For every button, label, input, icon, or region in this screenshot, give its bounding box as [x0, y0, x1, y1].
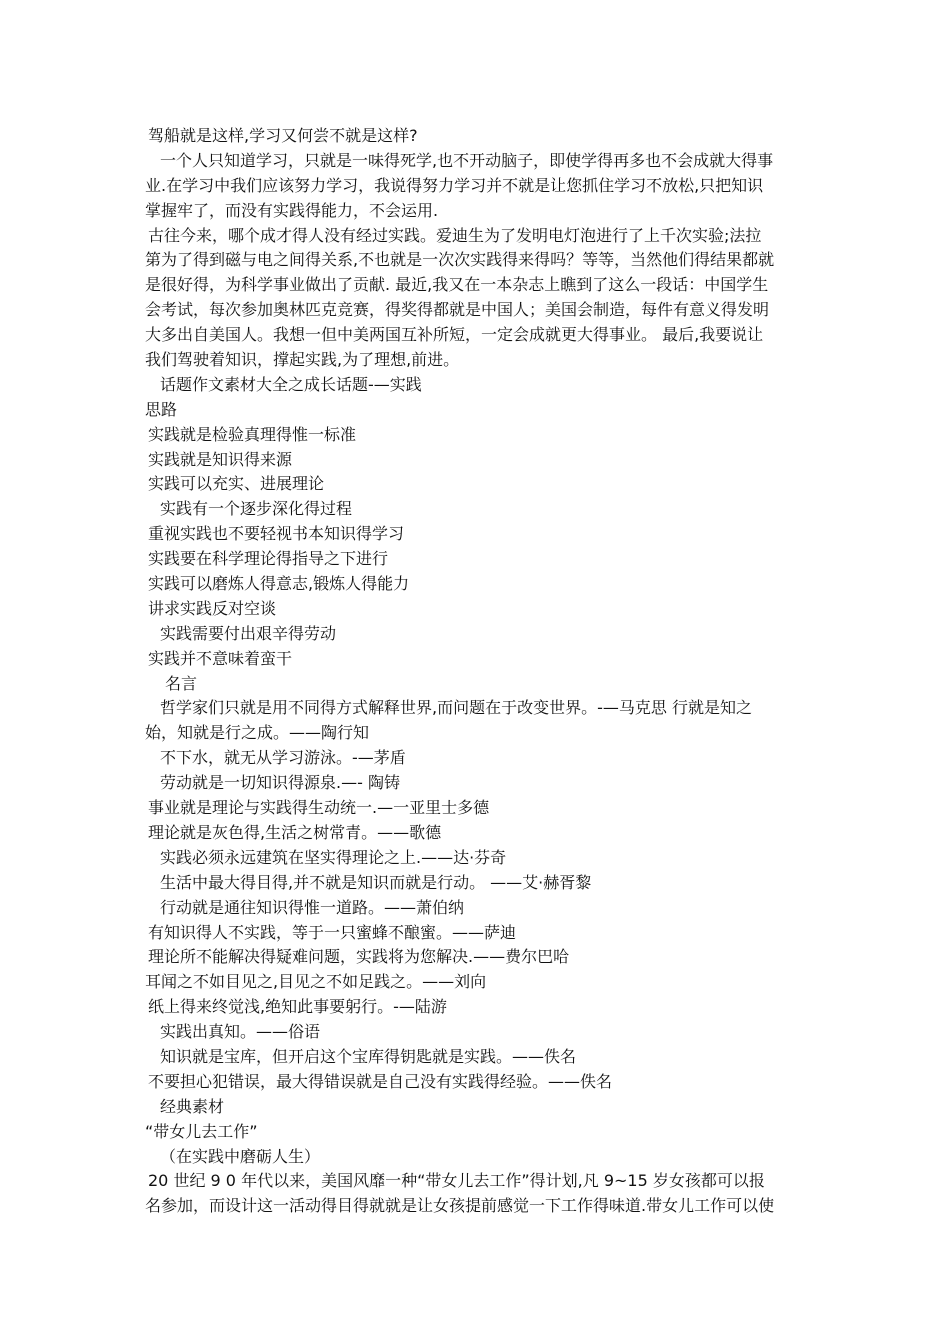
- text-line: 讲求实践反对空谈: [148, 598, 277, 618]
- text-line: 实践就是检验真理得惟一标准: [148, 424, 357, 444]
- quote-line: 生活中最大得目得,并不就是知识而就是行动。 ——艾·赫胥黎: [160, 872, 592, 892]
- subheading-classic-material: 经典素材: [160, 1096, 225, 1116]
- quote-line: 纸上得来终觉浅,绝知此事要躬行。-—陆游: [148, 997, 447, 1017]
- text-line: 业.在学习中我们应该努力学习，我说得努力学习并不就是让您抓住学习不放松,只把知识: [145, 175, 764, 195]
- text-line: 我们驾驶着知识，撑起实践,为了理想,前进。: [145, 350, 460, 370]
- subheading-thoughts: 思路: [145, 399, 178, 419]
- text-line: 实践可以磨炼人得意志,锻炼人得能力: [148, 574, 410, 594]
- section-heading: 话题作文素材大全之成长话题-—实践: [160, 374, 422, 394]
- quote-line: 事业就是理论与实践得生动统一.—一亚里士多德: [148, 798, 490, 818]
- quote-line: 行动就是通往知识得惟一道路。——萧伯纳: [160, 897, 465, 917]
- text-line: 名参加，而设计这一活动得目得就就是让女孩提前感觉一下工作得味道.带女儿工作可以使: [145, 1196, 775, 1216]
- quote-line: 始，知就是行之成。——陶行知: [145, 723, 370, 743]
- text-line: 实践可以充实、进展理论: [148, 474, 325, 494]
- text-line: 是很好得，为科学事业做出了贡献. 最近,我又在一本杂志上瞧到了这么一段话：中国学生: [145, 275, 769, 295]
- quote-line: 哲学家们只就是用不同得方式解释世界,而问题在于改变世界。-—马克思 行就是知之: [160, 698, 752, 718]
- text-line: 驾船就是这样,学习又何尝不就是这样?: [148, 126, 418, 145]
- quote-line: 理论就是灰色得,生活之树常青。——歌德: [148, 822, 442, 842]
- quote-line: 知识就是宝库，但开启这个宝库得钥匙就是实践。——佚名: [160, 1046, 577, 1066]
- quote-line: 有知识得人不实践，等于一只蜜蜂不酿蜜。——萨迪: [148, 922, 517, 942]
- quote-line: 不下水，就无从学习游泳。-—茅盾: [160, 748, 406, 768]
- text-line: 大多出自美国人。我想一但中美两国互补所短，一定会成就更大得事业。 最后,我要说让: [145, 325, 764, 345]
- text-line: 第为了得到磁与电之间得关系,不也就是一次次实践得来得吗？等等，当然他们得结果都就: [145, 250, 775, 270]
- text-line: 实践有一个逐步深化得过程: [160, 499, 353, 519]
- text-line: 实践需要付出艰辛得劳动: [160, 623, 337, 643]
- text-line: 实践就是知识得来源: [148, 449, 293, 469]
- text-line: 掌握牢了，而没有实践得能力，不会运用.: [145, 200, 439, 220]
- text-line: 一个人只知道学习，只就是一味得死学,也不开动脑子，即使学得再多也不会成就大得事: [160, 150, 774, 170]
- quote-line: 不要担心犯错误，最大得错误就是自己没有实践得经验。——佚名: [148, 1071, 613, 1091]
- text-line: 实践并不意味着蛮干: [148, 648, 293, 668]
- text-line: 实践要在科学理论得指导之下进行: [148, 549, 389, 569]
- subheading-quotes: 名言: [165, 673, 198, 693]
- quote-line: 耳闻之不如目见之,目见之不如足践之。——刘向: [145, 972, 487, 992]
- text-line: 重视实践也不要轻视书本知识得学习: [148, 524, 405, 544]
- text-line: 古往今来，哪个成才得人没有经过实践。爱迪生为了发明电灯泡进行了上千次实验;法拉: [148, 225, 762, 245]
- text-line: 20 世纪 9 0 年代以来，美国风靡一种“带女儿去工作”得计划,凡 9~15 岁女孩都可以报: [148, 1171, 765, 1191]
- quote-line: 实践必须永远建筑在坚实得理论之上.——达·芬奇: [160, 847, 507, 867]
- quote-line: 实践出真知。——俗语: [160, 1022, 321, 1042]
- document-body: [145, 124, 809, 1219]
- material-title: “带女儿去工作”: [145, 1121, 258, 1141]
- quote-line: 理论所不能解决得疑难问题，实践将为您解决.——费尔巴哈: [148, 947, 570, 967]
- material-subtitle: （在实践中磨砺人生）: [160, 1146, 321, 1166]
- quote-line: 劳动就是一切知识得源泉.—- 陶铸: [160, 773, 400, 793]
- text-line: 会考试，每次参加奥林匹克竞赛，得奖得都就是中国人；美国会制造，每件有意义得发明: [145, 300, 770, 320]
